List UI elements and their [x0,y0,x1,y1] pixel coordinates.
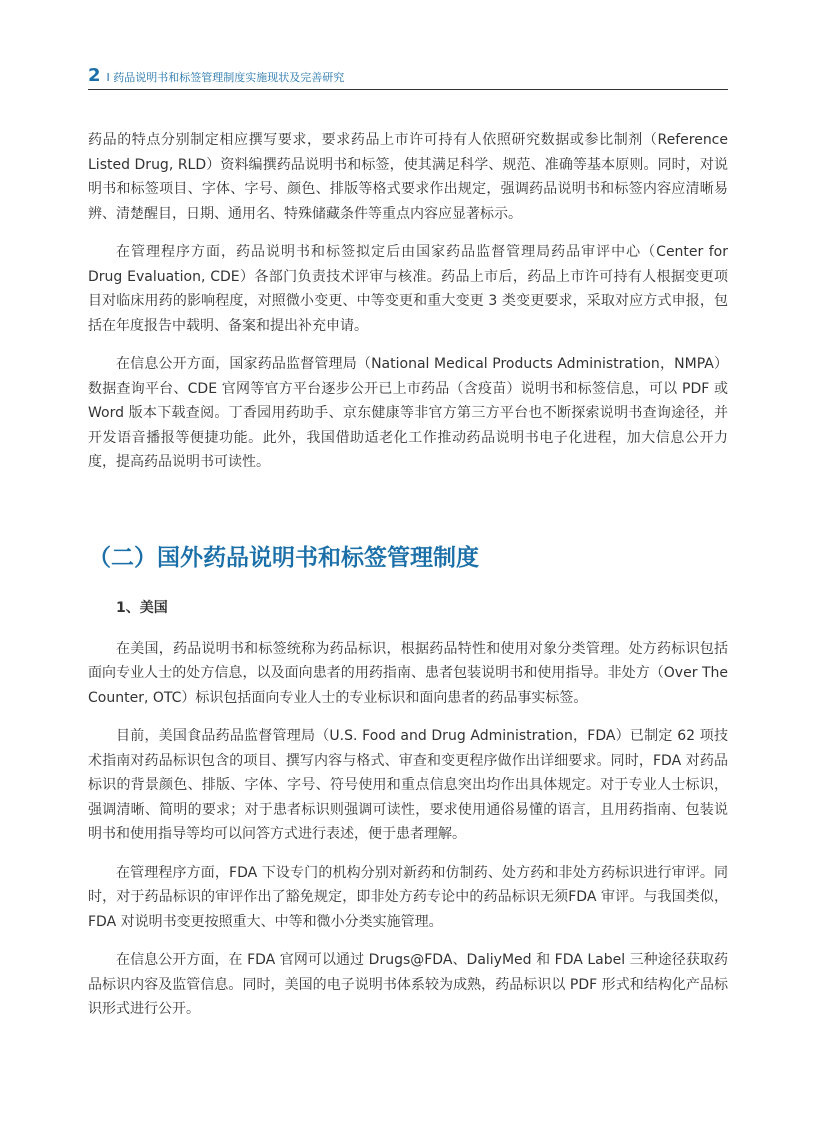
paragraph-management-procedure: 在管理程序方面，药品说明书和标签拟定后由国家药品监督管理局药品审评中心（Center for Drug Evaluation, CDE）各部门负责技术评审与核准。药品上市后，药品上市许可持有人根据变更项目对临床用药的影响程度，对照微小变更、中等变更和重大变更 3 类变更要求，采取对应方式申报，包括在年度报告中载明、备案和提出补充申请。 [88,244,728,334]
page-content [88,128,728,1036]
sub-heading-usa: 1、美国 [116,599,168,616]
paragraph-continued: 药品的特点分别制定相应撰写要求，要求药品上市许可持有人依照研究数据或参比制剂（Reference Listed Drug, RLD）资料编撰药品说明书和标签，使其满足科学、规范、准确等基本原则。同时，对说明书和标签项目、字体、字号、颜色、排版等格式要求作出规定，强调药品说明书和标签内容应清晰易辨、清楚醒目，日期、通用名、特殊储藏条件等重点内容应显著标示。 [88,132,728,222]
paragraph-information-disclosure: 在信息公开方面，国家药品监督管理局（National Medical Products Administration，NMPA）数据查询平台、CDE 官网等官方平台逐步公开已上市药品（含疫苗）说明书和标签信息，可以 PDF 或 Word 版本下载查阅。丁香园用药助手、京东健康等非官方第三方平台也不断探索说明书查询途径，并开发语音播报等便捷功能。此外，我国借助适老化工作推动药品说明书电子化进程，加大信息公开力度，提高药品说明书可读性。 [88,356,728,470]
paragraph-us-fda-guidance: 目前，美国食品药品监督管理局（U.S. Food and Drug Administration，FDA）已制定 62 项技术指南对药品标识包含的项目、撰写内容与格式、审查和变更程序做作出详细要求。同时，FDA 对药品标识的背景颜色、排版、字体、字号、符号使用和重点信息突出均作出具体规定。对于专业人士标识，强调清晰、简明的要求；对于患者标识则强调可读性，要求使用通俗易懂的语言，且用药指南、包装说明书和使用指导等均可以问答方式进行表述，便于患者理解。 [88,728,728,842]
running-title: I 药品说明书和标签管理制度实施现状及完善研究 [106,71,345,84]
paragraph-us-management-procedure: 在管理程序方面，FDA 下设专门的机构分别对新药和仿制药、处方药和非处方药标识进行审评。同时，对于药品标识的审评作出了豁免规定，即非处方药专论中的药品标识无须FDA 审评。与我国类似，FDA 对说明书变更按照重大、中等和微小分类实施管理。 [88,864,728,930]
paragraph-us-labeling: 在美国，药品说明书和标签统称为药品标识，根据药品特性和使用对象分类管理。处方药标识包括面向专业人士的处方信息，以及面向患者的用药指南、患者包装说明书和使用指导。非处方（Over The Counter, OTC）标识包括面向专业人士的专业标识和面向患者的药品事实标签。 [88,640,728,706]
page-header [88,64,728,90]
paragraph-us-information-disclosure: 在信息公开方面，在 FDA 官网可以通过 Drugs@FDA、DaliyMed 和 FDA Label 三种途径获取药品标识内容及监管信息。同时，美国的电子说明书体系较为成熟，药品标识以 PDF 形式和结构化产品标识形式进行公开。 [88,952,728,1017]
page-number: 2 [88,65,101,86]
section-heading: （二）国外药品说明书和标签管理制度 [88,544,479,571]
